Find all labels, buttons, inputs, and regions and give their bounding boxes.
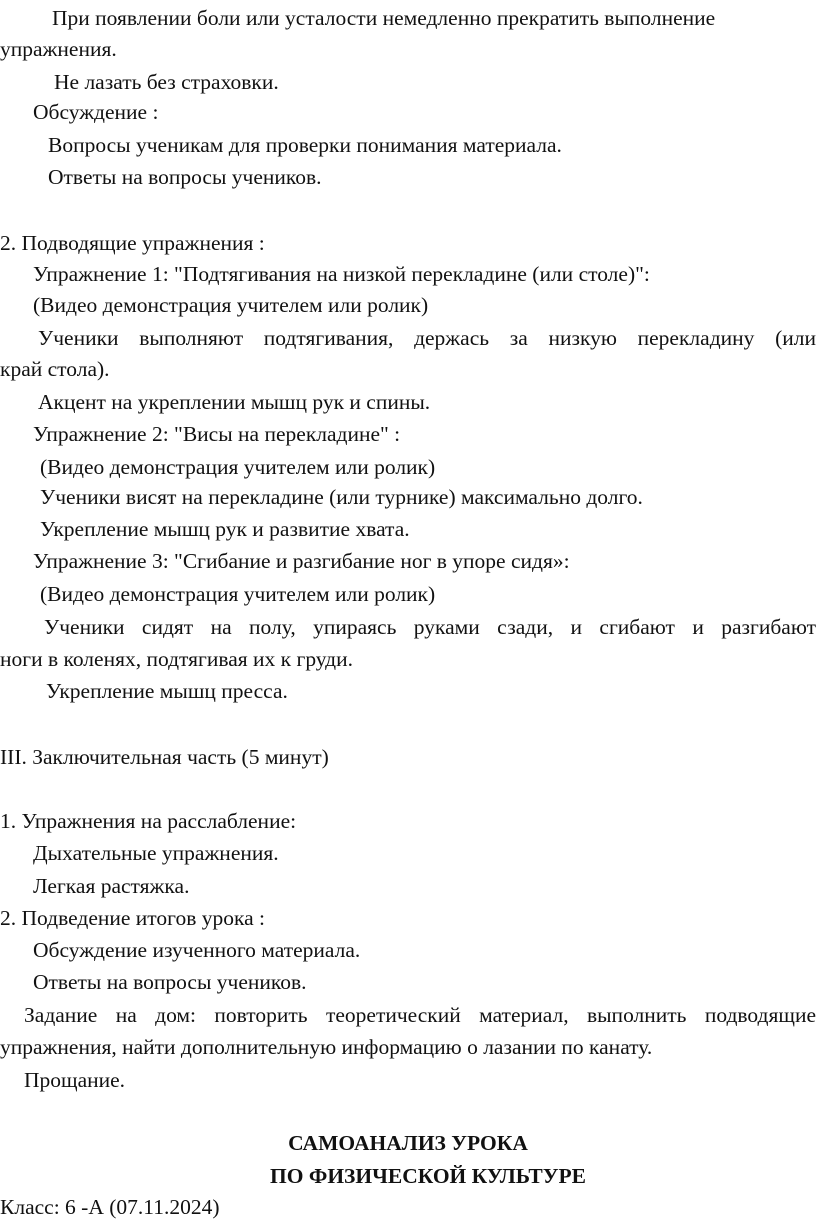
text-line: (Видео демонстрация учителем или ролик) [40,582,436,606]
text-line: Акцент на укреплении мышц рук и спины. [38,390,431,414]
text-line: Вопросы ученикам для проверки понимания материала. [48,133,562,157]
text-line: Задание на дом: повторить теоретический материал, выполнить подводящие [24,1003,816,1027]
text-line: Прощание. [24,1068,126,1092]
text-line: Ученики сидят на полу, упираясь руками сзади, и сгибают и разгибают [44,615,816,639]
text-line: При появлении боли или усталости немедленно прекратить выполнение [52,6,716,30]
text-line: Ответы на вопросы учеников. [33,970,307,994]
text-line: (Видео демонстрация учителем или ролик) [40,455,436,479]
text-line: Ученики висят на перекладине (или турнике) максимально долго. [40,485,643,509]
text-line: (Видео демонстрация учителем или ролик) [33,293,429,317]
document-subtitle: ПО ФИЗИЧЕСКОЙ КУЛЬТУРЕ [270,1164,586,1188]
class-info: Класс: 6 -А (07.11.2024) [0,1195,220,1219]
text-line: Упражнение 2: "Висы на перекладине" : [33,422,401,446]
text-line: Ученики выполняют подтягивания, держась за низкую перекладину (или [38,326,816,350]
text-line: Упражнение 3: "Сгибание и разгибание ног в упоре сидя»: [33,549,570,573]
section-heading: 1. Упражнения на расслабление: [0,809,297,833]
text-line: Не лазать без страховки. [54,70,279,94]
document-title: САМОАНАЛИЗ УРОКА [288,1131,528,1155]
text-line: Дыхательные упражнения. [33,841,279,865]
text-line: Легкая растяжка. [33,874,190,898]
text-line: упражнения. [0,37,117,61]
section-heading: 2. Подведение итогов урока : [0,906,265,930]
text-line: Обсуждение изученного материала. [33,938,361,962]
text-line: Ответы на вопросы учеников. [48,165,322,189]
text-line: ноги в коленях, подтягивая их к груди. [0,647,353,671]
text-line: Упражнение 1: "Подтягивания на низкой перекладине (или столе)": [33,262,650,286]
text-line: упражнения, найти дополнительную информацию о лазании по канату. [0,1035,653,1059]
text-line: край стола). [0,357,110,381]
text-line: Укрепление мышц рук и развитие хвата. [40,517,410,541]
section-heading: III. Заключительная часть (5 минут) [0,745,329,769]
section-heading: 2. Подводящие упражнения : [0,231,265,255]
text-line: Обсуждение : [33,100,159,124]
text-line: Укрепление мышц пресса. [46,679,288,703]
